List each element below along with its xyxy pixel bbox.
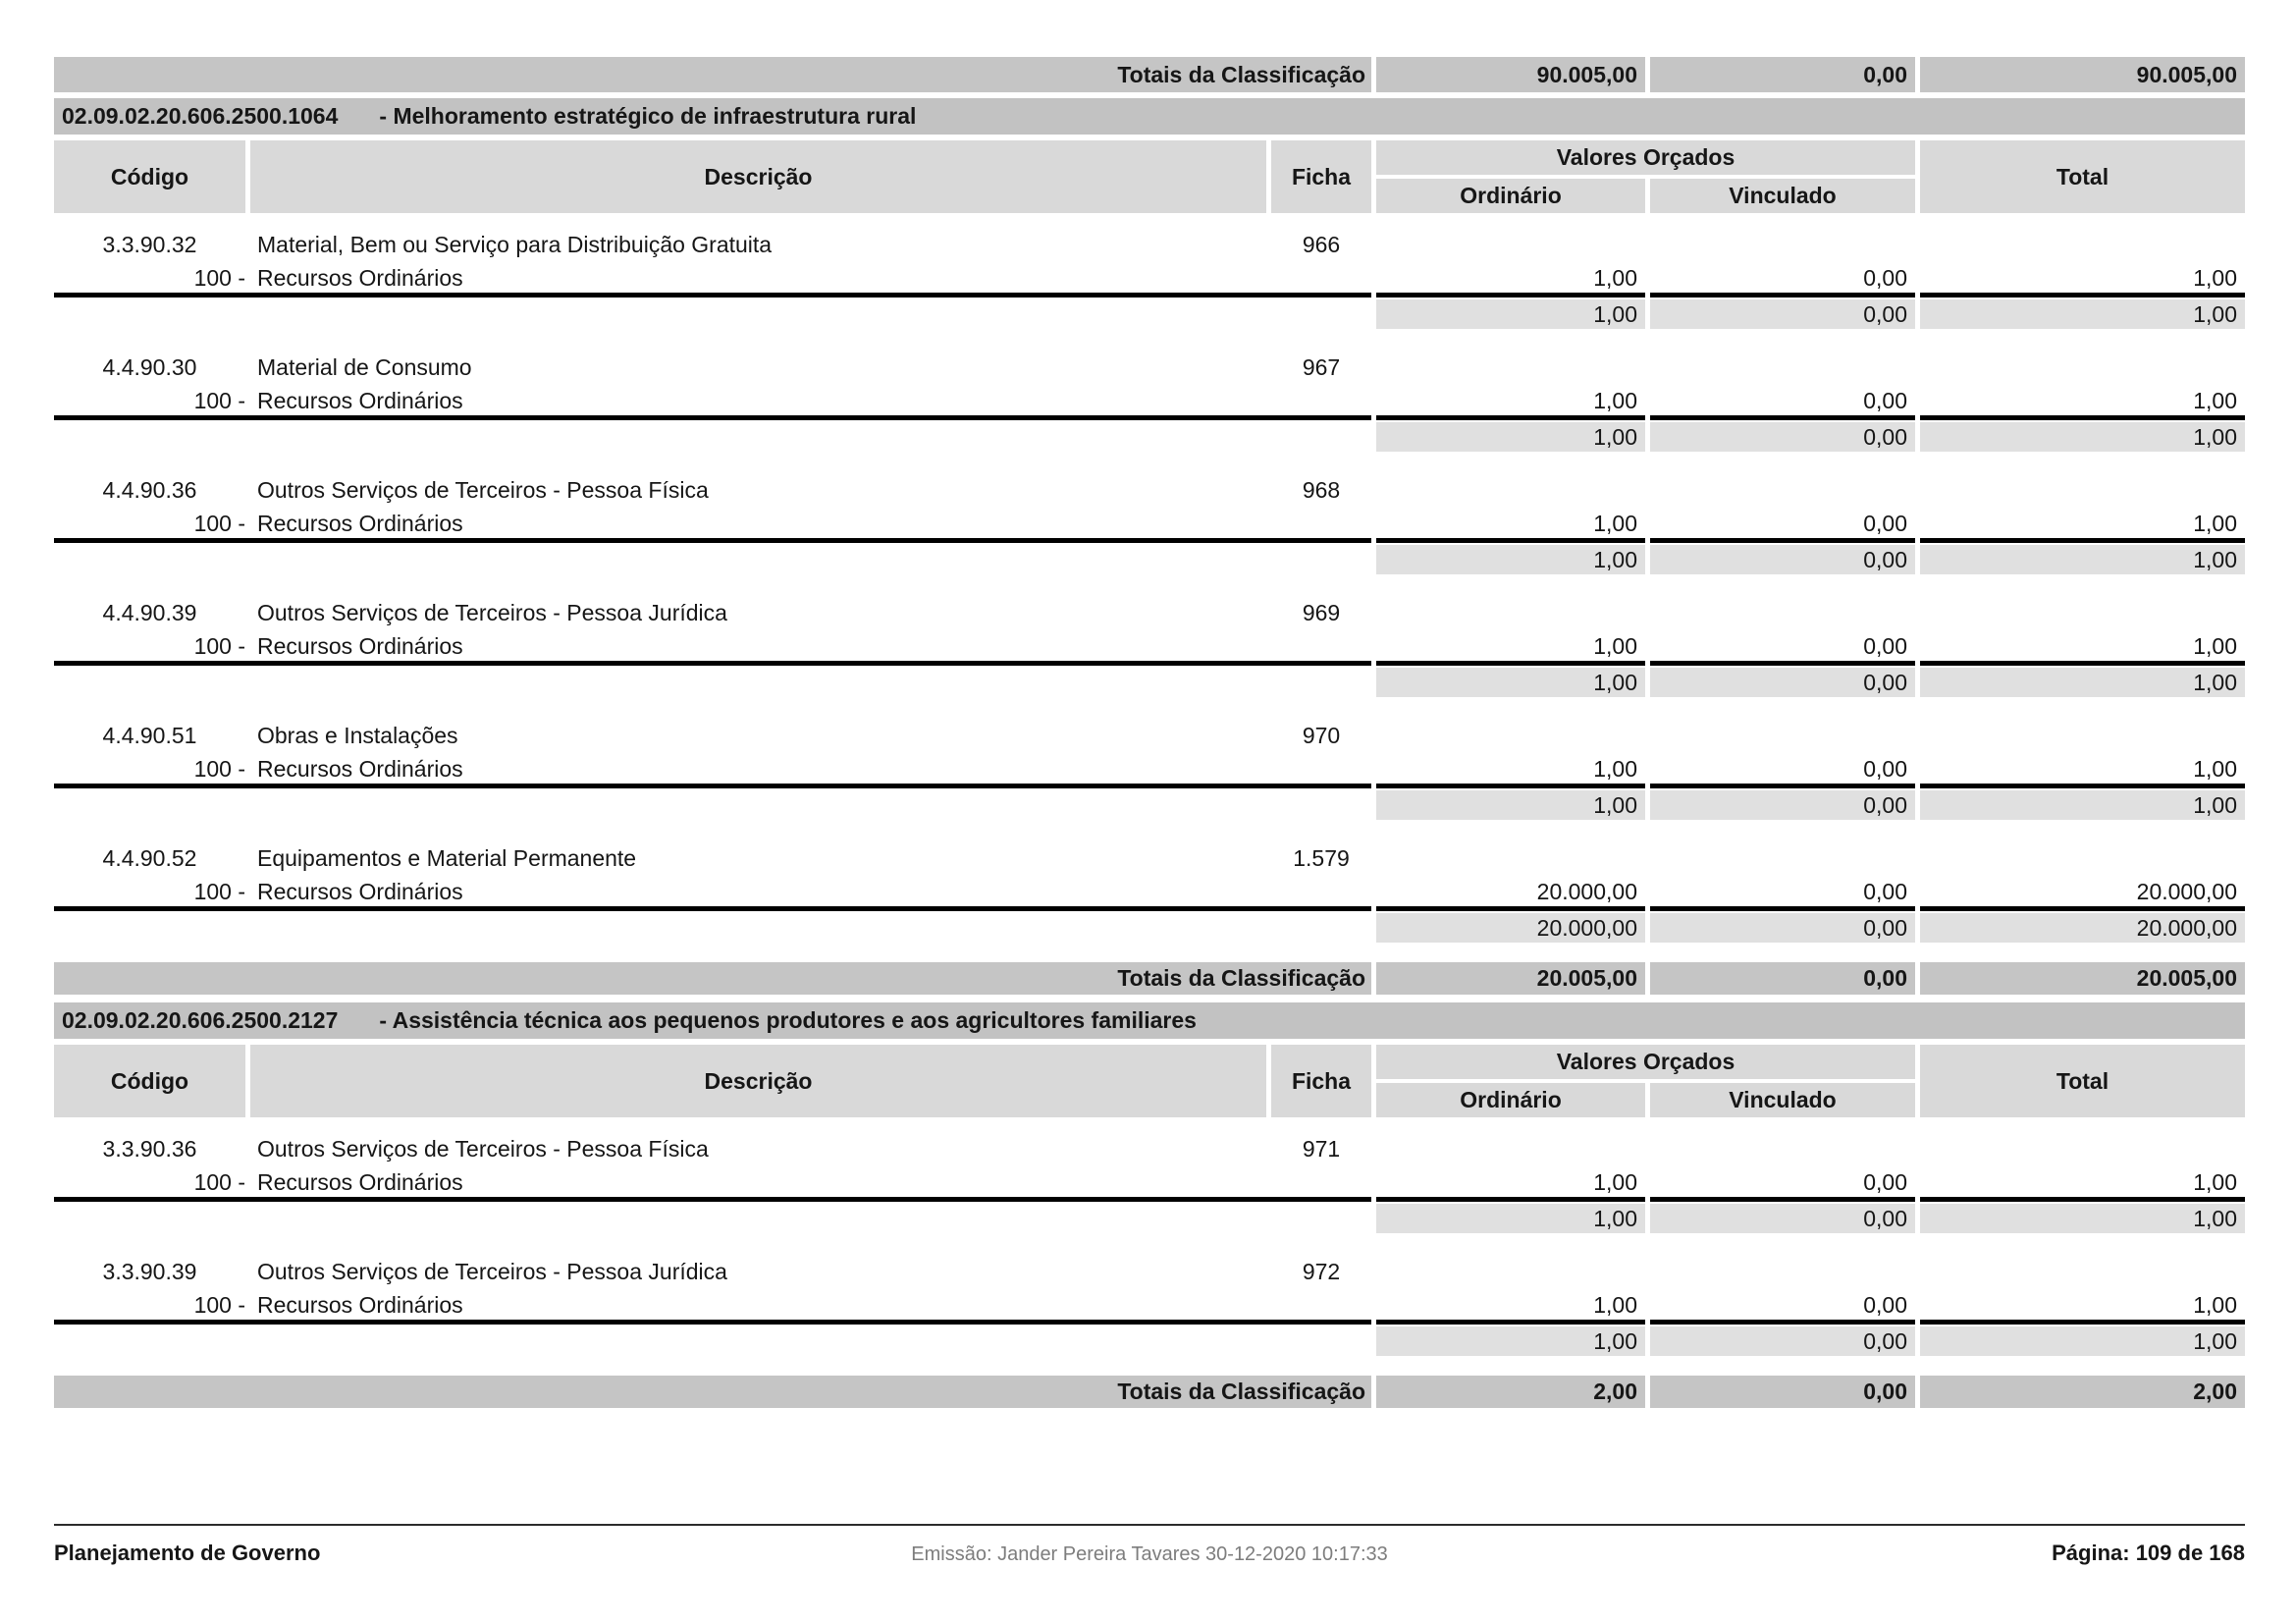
resource-vinculado-value: 0,00 — [1650, 1290, 1915, 1325]
column-header-ordinario: Ordinário — [1376, 179, 1645, 213]
resource-code: 100 - — [193, 510, 245, 536]
expense-description: Outros Serviços de Terceiros - Pessoa Jurídica — [257, 599, 727, 625]
resource-vinculado-value: 0,00 — [1650, 631, 1915, 666]
footer-emission-info: Emissão: Jander Pereira Tavares 30-12-2020 10:17:33 — [911, 1543, 1388, 1565]
resource-code: 100 - — [193, 632, 245, 659]
subtotal-row — [54, 1204, 2245, 1233]
resource-ordinario-value: 1,00 — [1376, 1290, 1645, 1325]
classification-code: 02.09.02.20.606.2500.1064 — [62, 103, 339, 129]
resource-total-value: 1,00 — [1920, 1167, 2245, 1202]
resource-name: Recursos Ordinários — [257, 1168, 463, 1195]
resource-row — [54, 263, 2245, 298]
expense-code-row — [54, 594, 2245, 631]
classification-code: 02.09.02.20.606.2500.2127 — [62, 1007, 339, 1033]
subtotal-spacer — [54, 668, 1371, 697]
resource-ordinario-value: 1,00 — [1376, 509, 1645, 543]
page-footer — [54, 1541, 2245, 1566]
classification-title: - Melhoramento estratégico de infraestrutura rural — [379, 103, 917, 129]
expense-description: Equipamentos e Material Permanente — [257, 844, 637, 871]
expense-ficha: 967 — [1302, 353, 1341, 380]
expense-code: 4.4.90.30 — [102, 353, 197, 380]
resource-code: 100 - — [193, 387, 245, 413]
expense-ficha: 969 — [1302, 599, 1341, 625]
column-header-vinculado: Vinculado — [1650, 1083, 1915, 1117]
expense-description: Outros Serviços de Terceiros - Pessoa Física — [257, 476, 709, 503]
expense-code-row — [54, 226, 2245, 263]
resource-label-cell — [54, 877, 1371, 911]
subtotal-row — [54, 422, 2245, 452]
resource-ordinario-value: 1,00 — [1376, 263, 1645, 298]
expense-description: Outros Serviços de Terceiros - Pessoa Jurídica — [257, 1258, 727, 1284]
column-header-codigo: Código — [54, 140, 245, 213]
subtotal-spacer — [54, 1326, 1371, 1356]
resource-vinculado-value: 0,00 — [1650, 263, 1915, 298]
expense-code: 4.4.90.52 — [102, 844, 197, 871]
expense-code: 3.3.90.36 — [102, 1135, 197, 1162]
expense-code-row — [54, 717, 2245, 754]
resource-ordinario-value: 1,00 — [1376, 754, 1645, 788]
resource-vinculado-value: 0,00 — [1650, 509, 1915, 543]
expense-code-row — [54, 839, 2245, 877]
resource-row — [54, 1290, 2245, 1325]
subtotal-ordinario-value: 1,00 — [1376, 422, 1645, 452]
resource-code: 100 - — [193, 1291, 245, 1318]
subtotal-vinculado-value: 0,00 — [1650, 790, 1915, 820]
subtotal-vinculado-value: 0,00 — [1650, 299, 1915, 329]
column-header-ordinario: Ordinário — [1376, 1083, 1645, 1117]
column-header-descricao: Descrição — [250, 1045, 1266, 1117]
column-header-total: Total — [1920, 140, 2245, 213]
resource-label-cell — [54, 1167, 1371, 1202]
resource-name: Recursos Ordinários — [257, 632, 463, 659]
column-header-ficha: Ficha — [1271, 140, 1371, 213]
expense-ficha: 1.579 — [1293, 844, 1350, 871]
column-header-ficha: Ficha — [1271, 1045, 1371, 1117]
resource-name: Recursos Ordinários — [257, 264, 463, 291]
subtotal-ordinario-value: 1,00 — [1376, 299, 1645, 329]
resource-ordinario-value: 1,00 — [1376, 631, 1645, 666]
subtotal-row — [54, 299, 2245, 329]
expense-ficha: 968 — [1302, 476, 1341, 503]
resource-name: Recursos Ordinários — [257, 878, 463, 904]
resource-total-value: 1,00 — [1920, 263, 2245, 298]
resource-vinculado-value: 0,00 — [1650, 1167, 1915, 1202]
subtotal-ordinario-value: 1,00 — [1376, 790, 1645, 820]
subtotal-ordinario-value: 1,00 — [1376, 545, 1645, 574]
subtotal-spacer — [54, 1204, 1371, 1233]
subtotal-total-value: 1,00 — [1920, 299, 2245, 329]
column-header-total: Total — [1920, 1045, 2245, 1117]
resource-label-cell — [54, 631, 1371, 666]
classification-vinculado-total: 0,00 — [1650, 1376, 1915, 1408]
footer-page-number: Página: 109 de 168 — [2052, 1541, 2246, 1565]
resource-total-value: 1,00 — [1920, 754, 2245, 788]
expense-code: 4.4.90.39 — [102, 599, 197, 625]
resource-total-value: 1,00 — [1920, 1290, 2245, 1325]
resource-total-value: 20.000,00 — [1920, 877, 2245, 911]
classification-title: - Assistência técnica aos pequenos produtores e aos agricultores familiares — [379, 1007, 1197, 1033]
classification-ordinario-total: 2,00 — [1376, 1376, 1645, 1408]
carryover-totals-row — [54, 57, 2245, 92]
subtotal-total-value: 1,00 — [1920, 1204, 2245, 1233]
resource-row — [54, 754, 2245, 788]
resource-row — [54, 1167, 2245, 1202]
expense-description: Obras e Instalações — [257, 722, 458, 748]
resource-label-cell — [54, 509, 1371, 543]
resource-vinculado-value: 0,00 — [1650, 877, 1915, 911]
subtotal-vinculado-value: 0,00 — [1650, 545, 1915, 574]
expense-description: Outros Serviços de Terceiros - Pessoa Física — [257, 1135, 709, 1162]
resource-row — [54, 877, 2245, 911]
subtotal-total-value: 1,00 — [1920, 1326, 2245, 1356]
subtotal-vinculado-value: 0,00 — [1650, 668, 1915, 697]
resource-label-cell — [54, 386, 1371, 420]
subtotal-spacer — [54, 299, 1371, 329]
expense-ficha: 971 — [1302, 1135, 1341, 1162]
column-header-vinculado: Vinculado — [1650, 179, 1915, 213]
expense-ficha: 966 — [1302, 231, 1341, 257]
subtotal-ordinario-value: 20.000,00 — [1376, 913, 1645, 943]
resource-vinculado-value: 0,00 — [1650, 386, 1915, 420]
expense-description: Material, Bem ou Serviço para Distribuição Gratuita — [257, 231, 773, 257]
resource-name: Recursos Ordinários — [257, 755, 463, 782]
subtotal-ordinario-value: 1,00 — [1376, 1326, 1645, 1356]
subtotal-vinculado-value: 0,00 — [1650, 913, 1915, 943]
subtotal-spacer — [54, 545, 1371, 574]
subtotal-spacer — [54, 790, 1371, 820]
resource-code: 100 - — [193, 755, 245, 782]
subtotal-row — [54, 790, 2245, 820]
footer-report-name: Planejamento de Governo — [54, 1541, 321, 1565]
subtotal-row — [54, 913, 2245, 943]
resource-row — [54, 509, 2245, 543]
resource-name: Recursos Ordinários — [257, 510, 463, 536]
resource-label-cell — [54, 754, 1371, 788]
subtotal-total-value: 1,00 — [1920, 545, 2245, 574]
subtotal-spacer — [54, 422, 1371, 452]
resource-vinculado-value: 0,00 — [1650, 754, 1915, 788]
carryover-ordinario-value: 90.005,00 — [1376, 57, 1645, 92]
expense-code-row — [54, 1253, 2245, 1290]
resource-row — [54, 631, 2245, 666]
classification-ordinario-total: 20.005,00 — [1376, 962, 1645, 995]
subtotal-spacer — [54, 913, 1371, 943]
resource-name: Recursos Ordinários — [257, 387, 463, 413]
resource-ordinario-value: 20.000,00 — [1376, 877, 1645, 911]
resource-total-value: 1,00 — [1920, 386, 2245, 420]
subtotal-ordinario-value: 1,00 — [1376, 1204, 1645, 1233]
budget-report-page — [54, 57, 2245, 1416]
expense-code: 3.3.90.32 — [102, 231, 197, 257]
subtotal-total-value: 20.000,00 — [1920, 913, 2245, 943]
expense-ficha: 970 — [1302, 722, 1341, 748]
classification-total-total: 20.005,00 — [1920, 962, 2245, 995]
carryover-vinculado-value: 0,00 — [1650, 57, 1915, 92]
subtotal-row — [54, 1326, 2245, 1356]
resource-row — [54, 386, 2245, 420]
carryover-totals-label: Totais da Classificação — [54, 57, 1371, 92]
subtotal-total-value: 1,00 — [1920, 422, 2245, 452]
subtotal-row — [54, 668, 2245, 697]
subtotal-row — [54, 545, 2245, 574]
resource-total-value: 1,00 — [1920, 509, 2245, 543]
classification-total-total: 2,00 — [1920, 1376, 2245, 1408]
subtotal-vinculado-value: 0,00 — [1650, 422, 1915, 452]
subtotal-vinculado-value: 0,00 — [1650, 1204, 1915, 1233]
resource-ordinario-value: 1,00 — [1376, 1167, 1645, 1202]
expense-code-row — [54, 349, 2245, 386]
classification-totals-row — [54, 1376, 2245, 1408]
subtotal-total-value: 1,00 — [1920, 668, 2245, 697]
expense-description: Material de Consumo — [257, 353, 472, 380]
subtotal-ordinario-value: 1,00 — [1376, 668, 1645, 697]
classification-band — [54, 1002, 2245, 1039]
footer-divider — [54, 1524, 2245, 1526]
resource-code: 100 - — [193, 1168, 245, 1195]
resource-code: 100 - — [193, 878, 245, 904]
resource-code: 100 - — [193, 264, 245, 291]
classification-totals-row — [54, 962, 2245, 995]
classification-band — [54, 98, 2245, 135]
expense-code: 3.3.90.39 — [102, 1258, 197, 1284]
expense-code: 4.4.90.51 — [102, 722, 197, 748]
table-header — [54, 1045, 2245, 1117]
expense-code-row — [54, 471, 2245, 509]
column-header-descricao: Descrição — [250, 140, 1266, 213]
expense-code-row — [54, 1130, 2245, 1167]
classification-totals-label: Totais da Classificação — [54, 962, 1371, 995]
subtotal-vinculado-value: 0,00 — [1650, 1326, 1915, 1356]
column-header-codigo: Código — [54, 1045, 245, 1117]
table-header — [54, 140, 2245, 213]
column-header-valores-orcados: Valores Orçados — [1376, 140, 1915, 175]
resource-ordinario-value: 1,00 — [1376, 386, 1645, 420]
classification-vinculado-total: 0,00 — [1650, 962, 1915, 995]
resource-name: Recursos Ordinários — [257, 1291, 463, 1318]
expense-code: 4.4.90.36 — [102, 476, 197, 503]
resource-label-cell — [54, 263, 1371, 298]
resource-label-cell — [54, 1290, 1371, 1325]
subtotal-total-value: 1,00 — [1920, 790, 2245, 820]
column-header-valores-orcados: Valores Orçados — [1376, 1045, 1915, 1079]
expense-ficha: 972 — [1302, 1258, 1341, 1284]
carryover-total-value: 90.005,00 — [1920, 57, 2245, 92]
resource-total-value: 1,00 — [1920, 631, 2245, 666]
classification-totals-label: Totais da Classificação — [54, 1376, 1371, 1408]
